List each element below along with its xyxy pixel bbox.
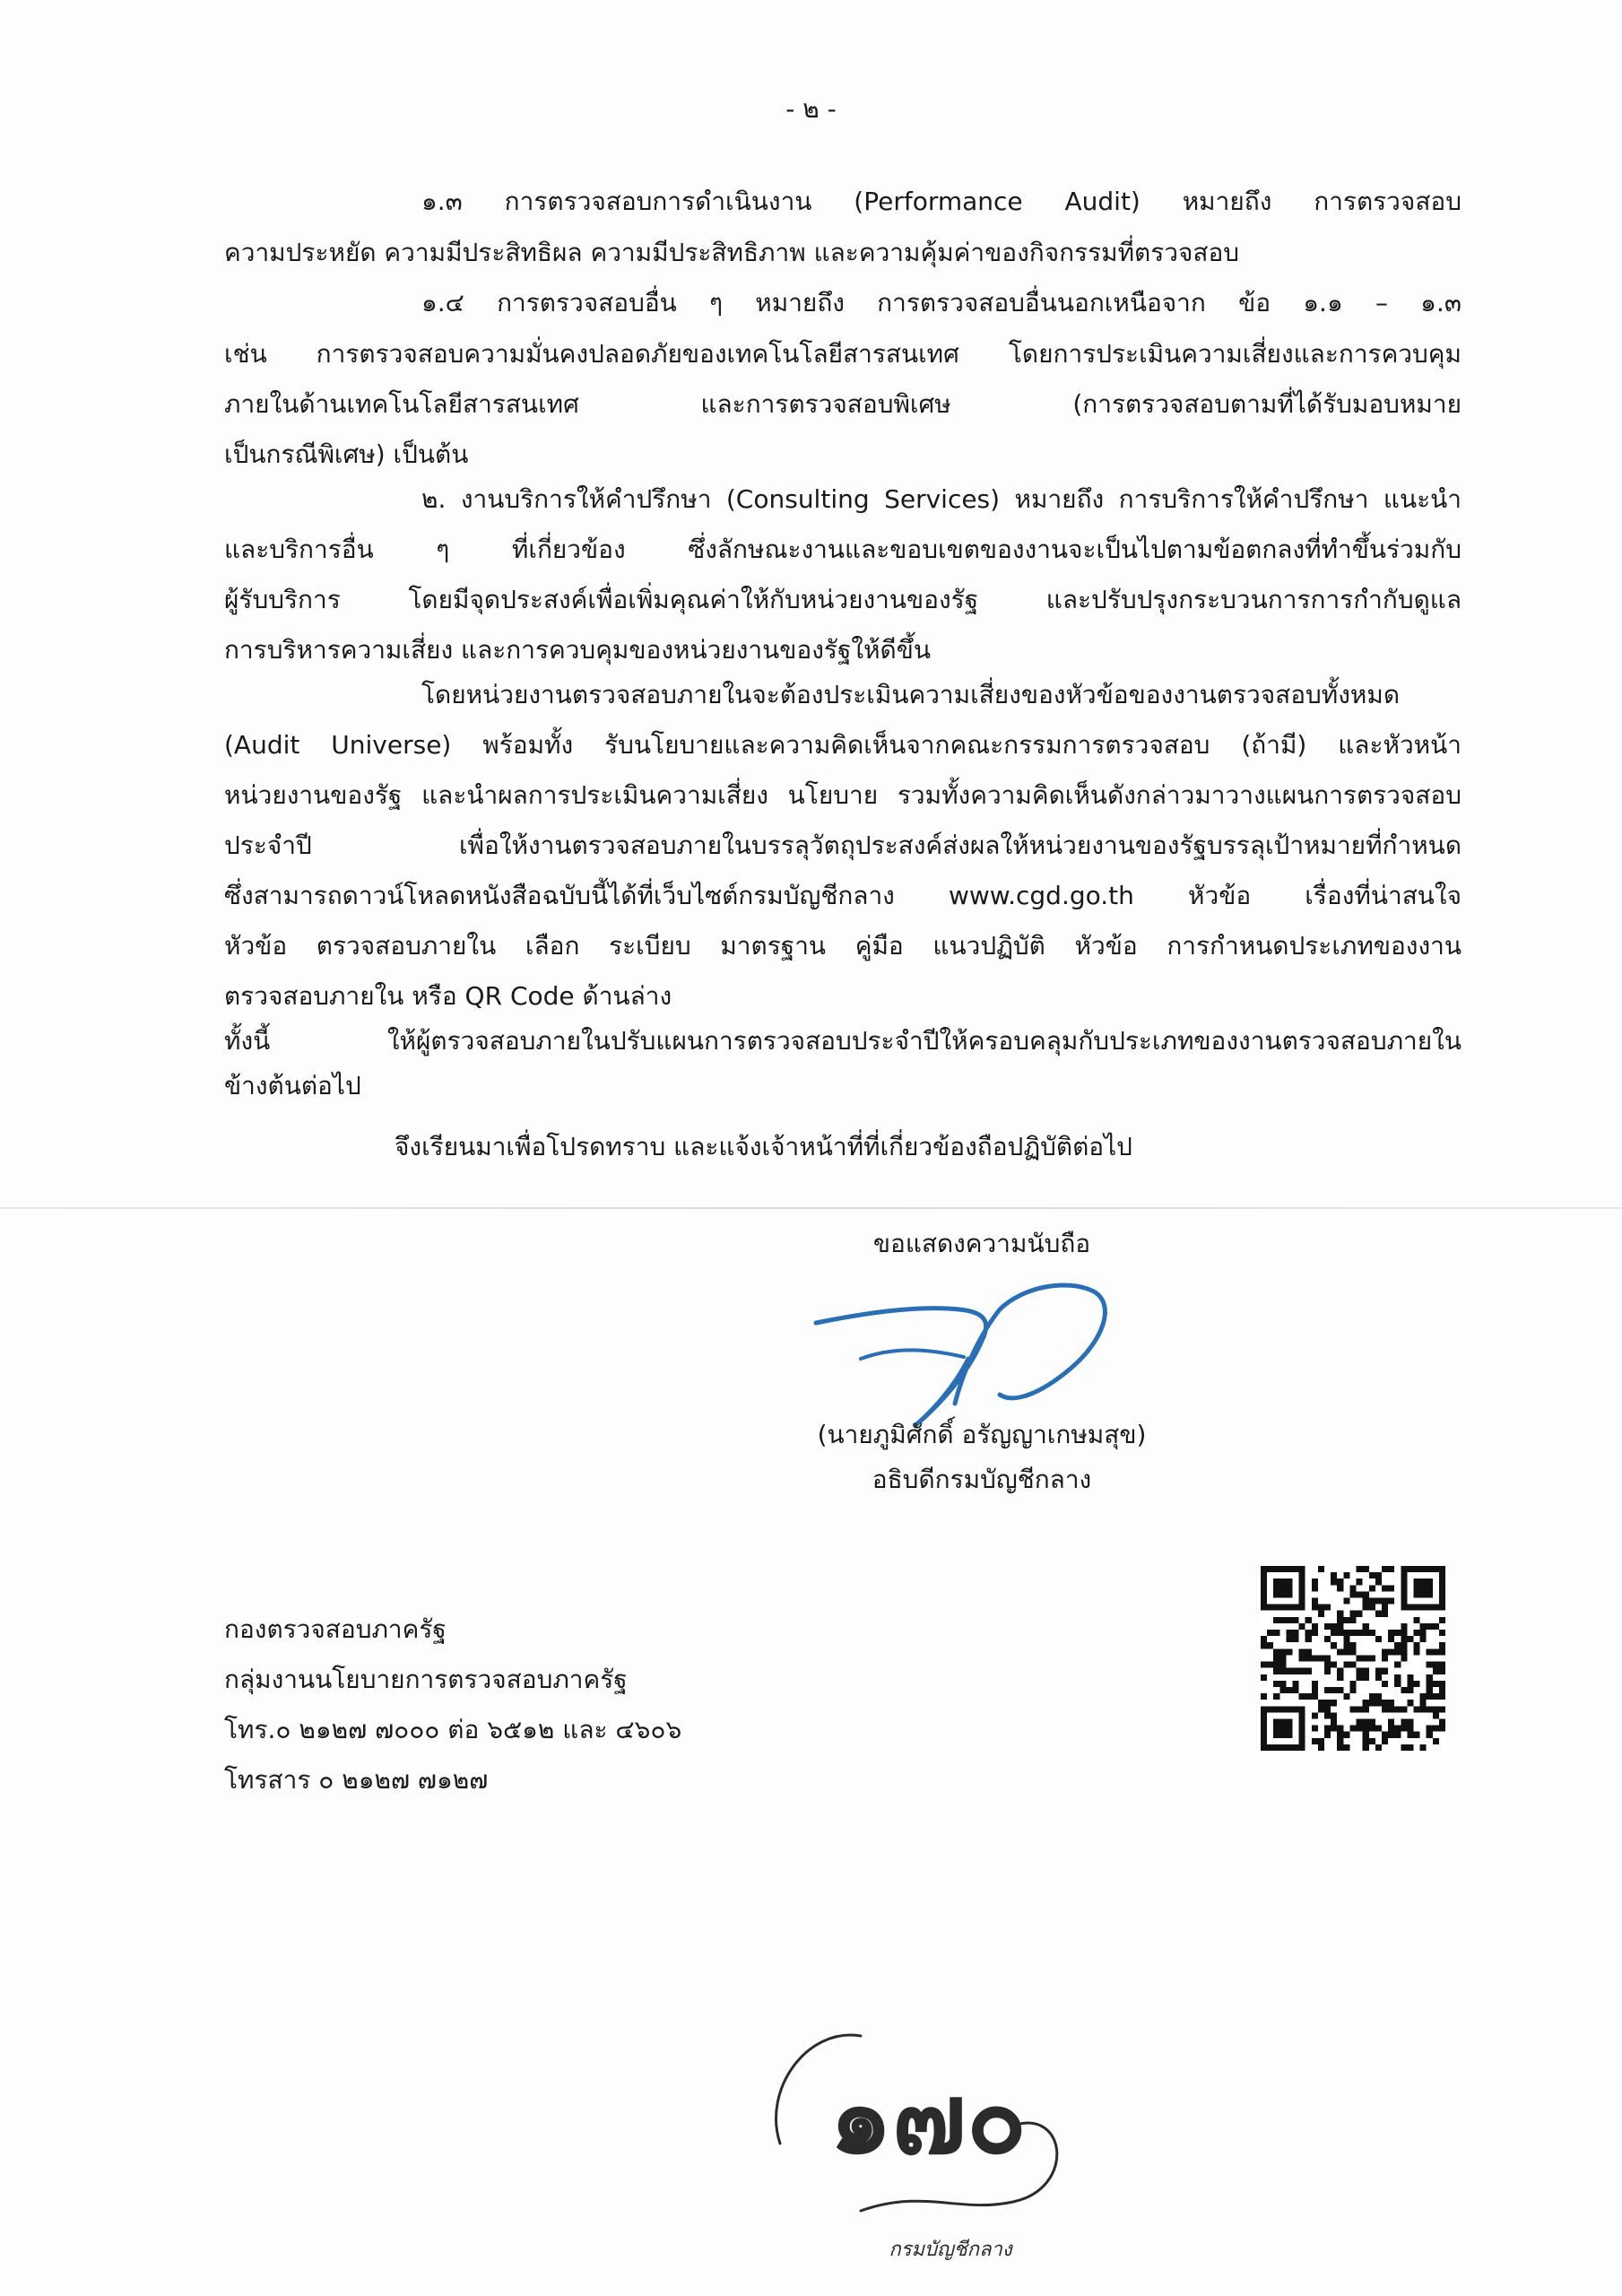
signature-stroke: [955, 1285, 1105, 1404]
scan-fold-line: [0, 1207, 1622, 1209]
body-line: เป็นกรณีพิเศษ) เป็นต้น: [224, 439, 469, 469]
body-line: และบริการอื่น ๆ ที่เกี่ยวข้อง ซึ่งลักษณะงานและขอบเขตของงานจะเป็นไปตามข้อตกลงที่ทำขึ้นร่วมกับ: [224, 535, 1462, 564]
body-line: หัวข้อ ตรวจสอบภายใน เลือก ระเบียบ มาตรฐาน คู่มือ แนวปฏิบัติ หัวข้อ การกำหนดประเภทของงาน: [224, 931, 1462, 961]
qr-code-icon[interactable]: [1261, 1566, 1445, 1751]
page-number: - ๒ -: [785, 94, 837, 124]
body-line: ทั้งนี้ ให้ผู้ตรวจสอบภายในปรับแผนการตรวจสอบประจำปีให้ครอบคลุมกับประเภทของงานตรวจสอบภายใน: [224, 1026, 1462, 1056]
anniversary-logo: [744, 2009, 1121, 2269]
department-fax: โทรสาร ๐ ๒๑๒๗ ๗๑๒๗: [224, 1765, 489, 1795]
body-line: ๒. งานบริการให้คำปรึกษา (Consulting Services) หมายถึง การบริการให้คำปรึกษา แนะนำ: [421, 484, 1462, 514]
body-line: ตรวจสอบภายใน หรือ QR Code ด้านล่าง: [224, 981, 672, 1011]
body-line: ผู้รับบริการ โดยมีจุดประสงค์เพื่อเพิ่มคุณค่าให้กับหน่วยงานของรัฐ และปรับปรุงกระบวนการการกำกับดูแล: [224, 585, 1462, 614]
body-line: ข้างต้นต่อไป: [224, 1071, 361, 1100]
body-line: ภายในด้านเทคโนโลยีสารสนเทศ และการตรวจสอบพิเศษ (การตรวจสอบตามที่ได้รับมอบหมาย: [224, 389, 1462, 419]
body-line: ๑.๓ การตรวจสอบการดำเนินงาน (Performance Audit) หมายถึง การตรวจสอบ: [421, 187, 1462, 216]
body-line: โดยหน่วยงานตรวจสอบภายในจะต้องประเมินความเสี่ยงของหัวข้อของงานตรวจสอบทั้งหมด: [421, 680, 1401, 709]
department-group: กลุ่มงานนโยบายการตรวจสอบภาครัฐ: [224, 1665, 628, 1694]
signatory-position: อธิบดีกรมบัญชีกลาง: [872, 1465, 1092, 1494]
logo-numerals: ๑๗๐: [829, 2061, 1027, 2176]
body-line: ๑.๔ การตรวจสอบอื่น ๆ หมายถึง การตรวจสอบอื่นนอกเหนือจาก ข้อ ๑.๑ – ๑.๓: [421, 288, 1462, 317]
signature-stroke: [816, 1309, 986, 1426]
signatory-name: (นายภูมิศักดิ์ อรัญญาเกษมสุข): [817, 1420, 1147, 1449]
body-line: (Audit Universe) พร้อมทั้ง รับนโยบายและความคิดเห็นจากคณะกรรมการตรวจสอบ (ถ้ามี) และหัวหน้า: [224, 730, 1462, 760]
department-division: กองตรวจสอบภาครัฐ: [224, 1614, 447, 1644]
body-line: ประจำปี เพื่อให้งานตรวจสอบภายในบรรลุวัตถุประสงค์ส่งผลให้หน่วยงานของรัฐบรรลุเป้าหมายที่กำหนด: [224, 831, 1462, 860]
salutation: ขอแสดงความนับถือ: [872, 1229, 1091, 1258]
body-line: การบริหารความเสี่ยง และการควบคุมของหน่วยงานของรัฐให้ดีขึ้น: [224, 635, 931, 665]
signature-stroke: [861, 1350, 964, 1359]
body-line: หน่วยงานของรัฐ และนำผลการประเมินความเสี่ยง นโยบาย รวมทั้งความคิดเห็นดังกล่าวมาวางแผนการตรวจสอบ: [224, 780, 1462, 810]
handwritten-signature: [807, 1260, 1130, 1439]
body-line: ซึ่งสามารถดาวน์โหลดหนังสือฉบับนี้ได้ที่เว็บไซต์กรมบัญชีกลาง www.cgd.go.th หัวข้อ เรื่องที่น่าสนใจ: [224, 881, 1462, 910]
logo-caption: กรมบัญชีกลาง: [889, 2239, 1012, 2261]
body-line: เช่น การตรวจสอบความมั่นคงปลอดภัยของเทคโนโลยีสารสนเทศ โดยการประเมินความเสี่ยงและการควบคุม: [224, 339, 1462, 369]
body-line: ความประหยัด ความมีประสิทธิผล ความมีประสิทธิภาพ และความคุ้มค่าของกิจกรรมที่ตรวจสอบ: [224, 238, 1240, 267]
department-phone: โทร.๐ ๒๑๒๗ ๗๐๐๐ ต่อ ๖๕๑๒ และ ๔๖๐๖: [224, 1715, 682, 1744]
closing-line: จึงเรียนมาเพื่อโปรดทราบ และแจ้งเจ้าหน้าที่ที่เกี่ยวข้องถือปฏิบัติต่อไป: [395, 1132, 1132, 1161]
